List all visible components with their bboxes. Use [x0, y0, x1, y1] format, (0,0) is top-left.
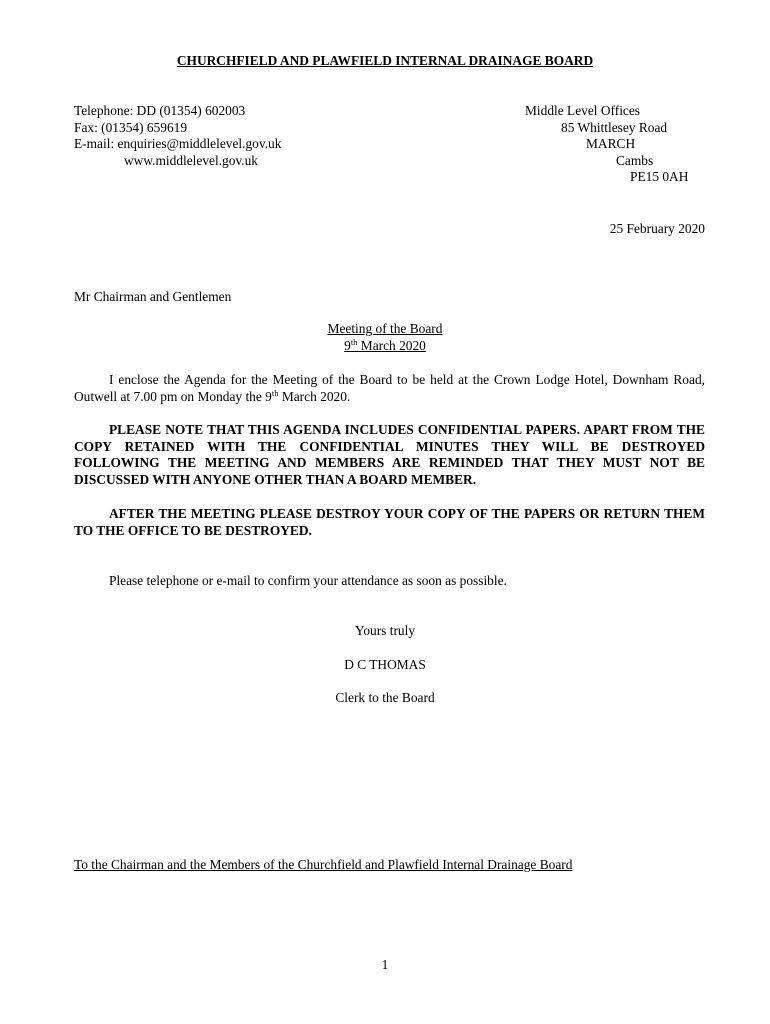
agenda-date-suffix: th	[271, 387, 279, 398]
signer-role: Clerk to the Board	[335, 690, 435, 705]
destroy-notice	[74, 506, 705, 539]
email: E-mail: enquiries@middlelevel.gov.uk	[74, 136, 282, 151]
meeting-date-suffix: th	[350, 336, 358, 347]
address-line-1: Middle Level Offices	[525, 103, 641, 118]
signer-name: D C THOMAS	[344, 657, 426, 672]
meeting-date-rest: March 2020	[357, 337, 426, 353]
agenda-paragraph	[74, 372, 705, 405]
address-line-2: 85 Whittlesey Road	[561, 119, 668, 135]
meeting-date-day: 9	[344, 337, 351, 353]
attendance-request-text: Please telephone or e-mail to confirm your attendance as soon as possible.	[109, 573, 507, 588]
destroy-notice-text: AFTER THE MEETING PLEASE DESTROY YOUR COPY OF THE PAPERS OR RETURN THEM TO THE OFFICE TO BE DESTROYED.	[74, 506, 705, 538]
letter-date: 25 February 2020	[609, 221, 705, 236]
agenda-text: I enclose the Agenda for the Meeting of the Board to be held at the Crown Lodge Hotel, Downham Road, Outwell at 7.00 pm on Monday the 9	[74, 372, 705, 404]
office-address	[470, 103, 710, 186]
board-title: CHURCHFIELD AND PLAWFIELD INTERNAL DRAINAGE BOARD	[176, 53, 594, 68]
valediction: Yours truly	[354, 623, 416, 638]
salutation: Mr Chairman and Gentlemen	[74, 289, 232, 304]
attendance-request	[74, 573, 705, 590]
website: www.middlelevel.gov.uk	[124, 152, 259, 168]
agenda-text-end: March 2020.	[278, 388, 351, 404]
address-line-3: MARCH	[586, 136, 636, 151]
address-line-4: Cambs	[616, 152, 654, 168]
meeting-title: Meeting of the Board	[327, 321, 443, 336]
address-line-5: PE15 0AH	[630, 169, 689, 184]
meeting-date	[0, 338, 770, 355]
contact-details	[74, 103, 394, 169]
telephone: Telephone: DD (01354) 602003	[74, 103, 246, 118]
meeting-heading	[0, 321, 770, 354]
addressee-line: To the Chairman and the Members of the Churchfield and Plawfield Internal Drainage Board	[74, 857, 573, 872]
confidential-notice	[74, 422, 705, 488]
fax: Fax: (01354) 659619	[74, 119, 188, 135]
page-number: 1	[381, 957, 389, 972]
confidential-notice-text: PLEASE NOTE THAT THIS AGENDA INCLUDES CONFIDENTIAL PAPERS. APART FROM THE COPY RETAINED WITH THE CONFIDENTIAL MINUTES THEY WILL BE DESTROYED FOLLOWING THE MEETING AND MEMBERS ARE REMINDED THAT THEY MUST NOT BE DISCUSSED WITH ANYONE OTHER THAN A BOARD MEMBER.	[74, 422, 705, 487]
